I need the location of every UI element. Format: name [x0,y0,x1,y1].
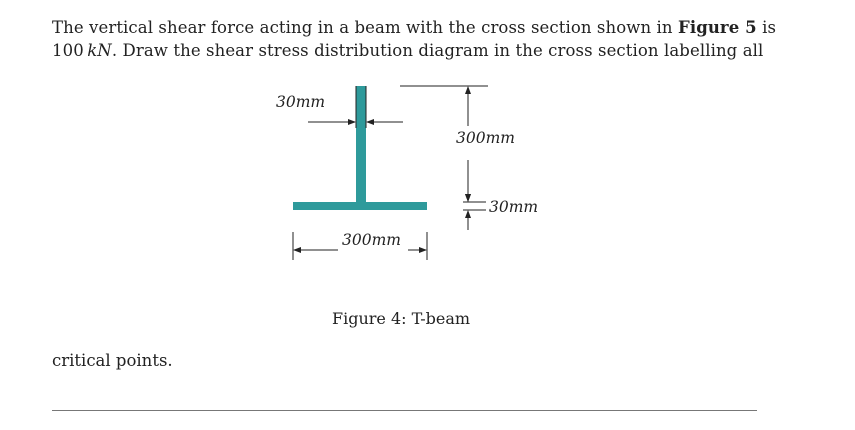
beam-flange [293,202,427,210]
flange-width-dimension [293,231,427,260]
height-label: 300mm [456,129,515,147]
shear-force-value: 100 [52,41,84,60]
flange-width-label: 300mm [342,231,401,249]
figure-reference: Figure 5 [678,18,757,37]
web-width-dimension [276,86,403,128]
height-dimension [400,86,515,201]
figure-caption: Figure 4: T-beam [332,309,471,328]
flange-thickness-label: 30mm [489,198,539,216]
question-continuation: critical points. [52,351,173,370]
question-line1-start: The vertical shear force acting in a beam with the cross section shown in [52,18,679,37]
question-line2-rest: . Draw the shear stress distribution diagram in the cross section labelling all [111,41,764,60]
shear-force-unit: kN [87,41,112,60]
beam-web [356,86,366,202]
question-line1-end: is [756,18,777,37]
bottom-rule [52,410,757,411]
web-width-label: 30mm [276,93,326,111]
flange-thickness-dimension [463,186,538,230]
